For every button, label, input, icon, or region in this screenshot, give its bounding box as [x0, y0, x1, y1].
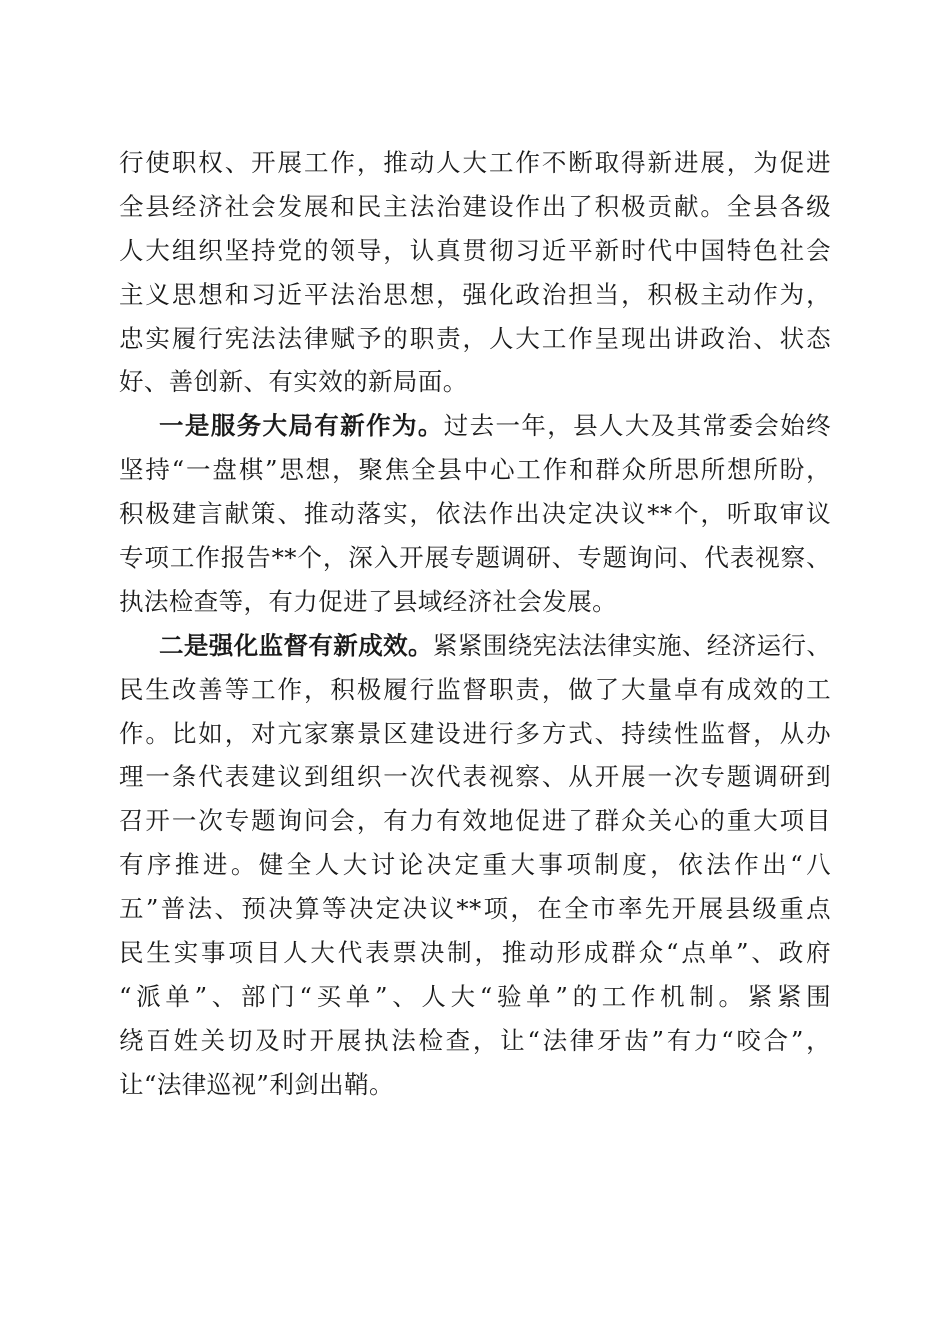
text-line: 民生改善等工作，积极履行监督职责，做了大量卓有成效的工: [119, 674, 831, 704]
text-line: 好、善创新、有实效的新局面。: [119, 367, 468, 397]
text-line: 召开一次专题询问会，有力有效地促进了群众关心的重大项目: [119, 806, 831, 836]
text-line: 全县经济社会发展和民主法治建设作出了积极贡献。全县各级: [119, 191, 831, 221]
text-line: 行使职权、开展工作，推动人大工作不断取得新进展，为促进: [119, 148, 831, 177]
paragraph-service-overall: [119, 404, 831, 623]
text-line: 有序推进。健全人大讨论决定重大事项制度，依法作出“八: [119, 850, 831, 880]
paragraph-intro: [119, 141, 831, 404]
paragraph-lead: 一是服务大局有新作为。: [159, 411, 444, 441]
text-line: 民生实事项目人大代表票决制，推动形成群众“点单”、政府: [119, 938, 831, 968]
text-line: 忠实履行宪法法律赋予的职责，人大工作呈现出讲政治、状态: [119, 323, 831, 353]
text-line: [119, 624, 831, 668]
paragraph-supervision: [119, 624, 831, 1107]
text-line: 人大组织坚持党的领导，认真贯彻习近平新时代中国特色社会: [119, 235, 831, 265]
text-line: 专项工作报告**个，深入开展专题调研、专题询问、代表视察、: [119, 543, 831, 573]
text-line: [119, 404, 831, 448]
text-line: 绕百姓关切及时开展执法检查，让“法律牙齿”有力“咬合”，: [119, 1025, 831, 1055]
text-line: 积极建言献策、推动落实，依法作出决定决议**个，听取审议: [119, 499, 831, 529]
paragraph-first-line-rest: 紧紧围绕宪法法律实施、经济运行、: [432, 630, 832, 660]
text-line: 作。比如，对亢家寨景区建设进行多方式、持续性监督，从办: [119, 718, 831, 748]
text-line: 坚持“一盘棋”思想，聚焦全县中心工作和群众所思所想所盼，: [119, 455, 831, 485]
text-line: 让“法律巡视”利剑出鞘。: [119, 1069, 394, 1099]
text-line: 执法检查等，有力促进了县域经济社会发展。: [119, 586, 617, 616]
text-line: 理一条代表建议到组织一次代表视察、从开展一次专题调研到: [119, 762, 831, 792]
text-line: “派单”、部门“买单”、人大“验单”的工作机制。紧紧围: [119, 981, 831, 1011]
paragraph-lead: 二是强化监督有新成效。: [159, 630, 433, 660]
paragraph-first-line-rest: 过去一年，县人大及其常委会始终: [443, 411, 832, 441]
document-body: [119, 141, 831, 1107]
text-line: 主义思想和习近平法治思想，强化政治担当，积极主动作为，: [119, 279, 831, 309]
text-line: 五”普法、预决算等决定决议**项，在全市率先开展县级重点: [119, 894, 831, 924]
